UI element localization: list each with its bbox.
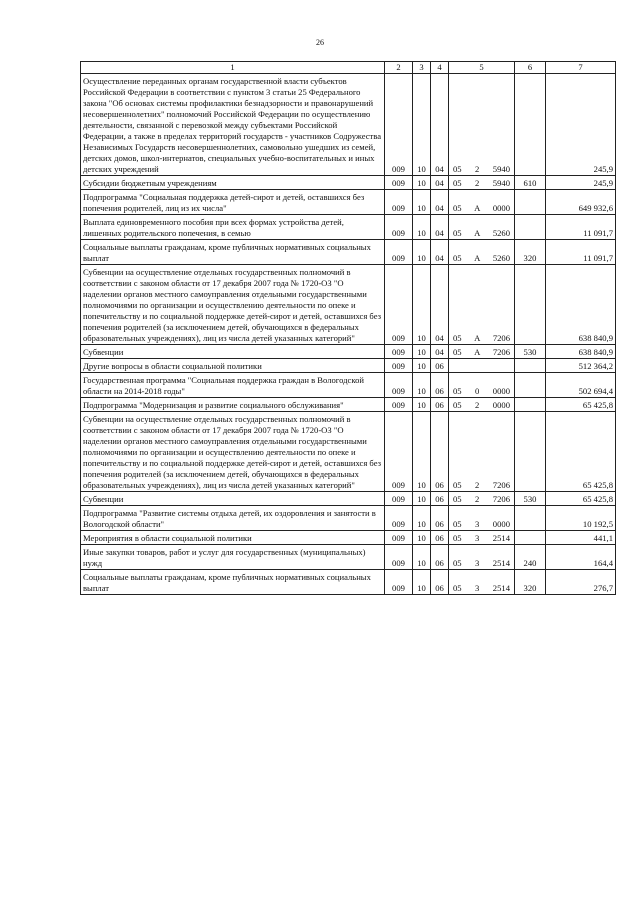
target-article-part: 7206	[492, 494, 510, 504]
ministry-code: 009	[385, 570, 413, 595]
expense-type-code	[515, 398, 546, 412]
table-row	[81, 190, 616, 215]
expense-type-code	[515, 190, 546, 215]
target-article-code	[449, 570, 515, 595]
table-row	[81, 345, 616, 359]
row-description-text: Субвенции на осуществление отдельных государственных полномочий в соответствии с законом области от 17 декабря 2007 года № 1720-ОЗ "О наделении органов местного самоуправления отдельными государственными полномочиями по организации и осуществлению деятельности по опеке и попечительству и по социальной поддержке детей-сирот и детей, оставшихся без попечения родителей (за исключением детей, обучающихся в федеральных образовательных учреждениях), лиц из числа детей указанных категорий"	[83, 414, 382, 490]
expense-type-code	[515, 373, 546, 398]
target-article-part: 05	[453, 333, 462, 343]
expense-type-code: 530	[515, 345, 546, 359]
target-article-code	[449, 176, 515, 190]
expense-type-code	[515, 265, 546, 345]
row-description-text: Выплата единовременного пособия при всех формах устройства детей, лишенных родительского попечения, в семью	[83, 217, 344, 238]
expense-type-code: 530	[515, 492, 546, 506]
row-description-text: Подпрограмма "Развитие системы отдыха детей, их оздоровления и занятости в Вологодской области"	[83, 508, 376, 529]
target-article-part: А	[474, 333, 481, 343]
target-article-part: 05	[453, 533, 462, 543]
row-description	[81, 398, 385, 412]
subsection-code: 04	[431, 240, 449, 265]
target-article-part: 2	[475, 178, 480, 188]
table-row	[81, 74, 616, 176]
header-cell: 3	[413, 62, 431, 74]
target-article-part: 7206	[492, 480, 510, 490]
table-row	[81, 398, 616, 412]
target-article-part: 2514	[492, 533, 510, 543]
amount-value: 164,4	[546, 545, 616, 570]
target-article-part: 3	[475, 533, 480, 543]
target-article-part: А	[474, 253, 481, 263]
target-article-part: А	[474, 228, 481, 238]
target-article-part: 3	[475, 558, 480, 568]
expense-type-code	[515, 74, 546, 176]
row-description-text: Социальные выплаты гражданам, кроме публичных нормативных социальных выплат	[83, 572, 371, 593]
expense-type-code	[515, 359, 546, 373]
expense-type-code	[515, 412, 546, 492]
budget-table	[80, 61, 616, 595]
amount-value: 65 425,8	[546, 398, 616, 412]
row-description	[81, 190, 385, 215]
row-description	[81, 545, 385, 570]
header-cell: 7	[546, 62, 616, 74]
expense-type-code	[515, 506, 546, 531]
table-row	[81, 506, 616, 531]
target-article-part: 05	[453, 253, 462, 263]
target-article-part: 05	[453, 164, 462, 174]
target-article-part: 05	[453, 480, 462, 490]
row-description	[81, 215, 385, 240]
subsection-code: 06	[431, 373, 449, 398]
expense-type-code	[515, 215, 546, 240]
target-article-part: 2	[475, 480, 480, 490]
target-article-part: 05	[453, 347, 462, 357]
target-article-code	[449, 215, 515, 240]
section-code: 10	[413, 531, 431, 545]
target-article-part: 0	[475, 386, 480, 396]
subsection-code: 06	[431, 412, 449, 492]
section-code: 10	[413, 570, 431, 595]
amount-value: 502 694,4	[546, 373, 616, 398]
subsection-code: 06	[431, 492, 449, 506]
table-row	[81, 531, 616, 545]
ministry-code: 009	[385, 359, 413, 373]
amount-value: 11 091,7	[546, 215, 616, 240]
row-description	[81, 412, 385, 492]
table-row	[81, 359, 616, 373]
target-article-part: 0000	[492, 203, 510, 213]
section-code: 10	[413, 545, 431, 570]
subsection-code: 04	[431, 74, 449, 176]
amount-value: 649 932,6	[546, 190, 616, 215]
header-cell: 2	[385, 62, 413, 74]
row-description-text: Подпрограмма "Социальная поддержка детей-сирот и детей, оставшихся без попечения родителей, лиц из их числа"	[83, 192, 365, 213]
row-description	[81, 345, 385, 359]
target-article-part: 05	[453, 558, 462, 568]
subsection-code: 04	[431, 265, 449, 345]
amount-value: 441,1	[546, 531, 616, 545]
header-cell: 5	[449, 62, 515, 74]
table-row	[81, 570, 616, 595]
table-row	[81, 373, 616, 398]
target-article-part: А	[474, 347, 481, 357]
target-article-code	[449, 506, 515, 531]
ministry-code: 009	[385, 240, 413, 265]
ministry-code: 009	[385, 398, 413, 412]
target-article-code	[449, 74, 515, 176]
row-description	[81, 176, 385, 190]
row-description-text: Государственная программа "Социальная поддержка граждан в Вологодской области на 2014-2018 годы"	[83, 375, 364, 396]
subsection-code: 06	[431, 506, 449, 531]
table-header-row	[81, 62, 616, 74]
target-article-code	[449, 345, 515, 359]
row-description-text: Подпрограмма "Модернизация и развитие социального обслуживания"	[83, 400, 344, 410]
subsection-code: 04	[431, 176, 449, 190]
target-article-part: 3	[475, 519, 480, 529]
section-code: 10	[413, 190, 431, 215]
target-article-code	[449, 492, 515, 506]
section-code: 10	[413, 176, 431, 190]
amount-value: 638 840,9	[546, 265, 616, 345]
target-article-code	[449, 265, 515, 345]
section-code: 10	[413, 215, 431, 240]
row-description	[81, 74, 385, 176]
ministry-code: 009	[385, 345, 413, 359]
amount-value: 276,7	[546, 570, 616, 595]
table-row	[81, 240, 616, 265]
amount-value: 65 425,8	[546, 492, 616, 506]
row-description	[81, 506, 385, 531]
row-description	[81, 240, 385, 265]
target-article-part: 05	[453, 494, 462, 504]
target-article-part: 0000	[492, 519, 510, 529]
target-article-part: 5260	[492, 253, 510, 263]
target-article-part: 7206	[492, 347, 510, 357]
target-article-part: 0000	[492, 386, 510, 396]
target-article-code	[449, 190, 515, 215]
target-article-code	[449, 398, 515, 412]
target-article-part: 05	[453, 583, 462, 593]
subsection-code: 04	[431, 345, 449, 359]
target-article-part: 5260	[492, 228, 510, 238]
target-article-part: 05	[453, 203, 462, 213]
ministry-code: 009	[385, 190, 413, 215]
ministry-code: 009	[385, 176, 413, 190]
ministry-code: 009	[385, 412, 413, 492]
target-article-code	[449, 545, 515, 570]
table-row	[81, 215, 616, 240]
target-article-part: 2	[475, 400, 480, 410]
section-code: 10	[413, 373, 431, 398]
target-article-part: 05	[453, 228, 462, 238]
target-article-code	[449, 359, 515, 373]
row-description-text: Социальные выплаты гражданам, кроме публичных нормативных социальных выплат	[83, 242, 371, 263]
target-article-part: 05	[453, 386, 462, 396]
expense-type-code: 320	[515, 570, 546, 595]
target-article-part: 2	[475, 164, 480, 174]
table-row	[81, 412, 616, 492]
row-description-text: Субвенции	[83, 494, 124, 504]
target-article-part: 2	[475, 494, 480, 504]
ministry-code: 009	[385, 265, 413, 345]
section-code: 10	[413, 398, 431, 412]
table-row	[81, 265, 616, 345]
section-code: 10	[413, 265, 431, 345]
target-article-part: 2514	[492, 558, 510, 568]
amount-value: 10 192,5	[546, 506, 616, 531]
ministry-code: 009	[385, 492, 413, 506]
row-description-text: Субвенции на осуществление отдельных государственных полномочий в соответствии с законом области от 17 декабря 2007 года № 1720-ОЗ "О наделении органов местного самоуправления отдельными государственными полномочиями по организации и осуществлению деятельности по опеке и попечительству и по социальной поддержке детей-сирот и детей, оставшихся без попечения родителей (за исключением детей, обучающихся в федеральных образовательных учреждениях), лиц из числа детей указанных категорий"	[83, 267, 382, 343]
expense-type-code	[515, 531, 546, 545]
target-article-code	[449, 373, 515, 398]
ministry-code: 009	[385, 506, 413, 531]
amount-value: 245,9	[546, 74, 616, 176]
row-description	[81, 359, 385, 373]
expense-type-code: 240	[515, 545, 546, 570]
header-cell: 4	[431, 62, 449, 74]
row-description-text: Осуществление переданных органам государственной власти субъектов Российской Федерации в соответствии с пунктом 3 статьи 25 Федерального закона "Об основах системы профилактики безнадзорности и правонарушений несовершеннолетних" полномочий Российской Федерации по осуществлению деятельности, связанной с перевозкой между субъектами Российской Федерации, а также в пределах территорий государств - участников Содружества Независимых Государств несовершеннолетних, самовольно ушедших из семей, детских домов, школ-интернатов, специальных учебно-воспитательных и иных детских учреждений	[83, 76, 382, 174]
target-article-part: 0000	[492, 400, 510, 410]
header-cell: 1	[81, 62, 385, 74]
section-code: 10	[413, 345, 431, 359]
row-description	[81, 373, 385, 398]
row-description-text: Иные закупки товаров, работ и услуг для государственных (муниципальных) нужд	[83, 547, 366, 568]
expense-type-code: 320	[515, 240, 546, 265]
amount-value: 512 364,2	[546, 359, 616, 373]
target-article-part: 05	[453, 519, 462, 529]
section-code: 10	[413, 240, 431, 265]
subsection-code: 06	[431, 531, 449, 545]
target-article-part: 05	[453, 178, 462, 188]
row-description-text: Субсидии бюджетным учреждениям	[83, 178, 217, 188]
row-description-text: Мероприятия в области социальной политики	[83, 533, 252, 543]
page-number: 26	[316, 38, 324, 47]
amount-value: 11 091,7	[546, 240, 616, 265]
section-code: 10	[413, 359, 431, 373]
subsection-code: 04	[431, 190, 449, 215]
subsection-code: 06	[431, 398, 449, 412]
row-description-text: Субвенции	[83, 347, 124, 357]
ministry-code: 009	[385, 74, 413, 176]
target-article-part: 2514	[492, 583, 510, 593]
subsection-code: 06	[431, 359, 449, 373]
table-row	[81, 492, 616, 506]
subsection-code: 04	[431, 215, 449, 240]
target-article-part: А	[474, 203, 481, 213]
section-code: 10	[413, 412, 431, 492]
ministry-code: 009	[385, 531, 413, 545]
section-code: 10	[413, 506, 431, 531]
row-description-text: Другие вопросы в области социальной политики	[83, 361, 262, 371]
header-cell: 6	[515, 62, 546, 74]
target-article-part: 5940	[492, 178, 510, 188]
ministry-code: 009	[385, 215, 413, 240]
amount-value: 638 840,9	[546, 345, 616, 359]
subsection-code: 06	[431, 545, 449, 570]
target-article-code	[449, 412, 515, 492]
target-article-part: 05	[453, 400, 462, 410]
amount-value: 65 425,8	[546, 412, 616, 492]
amount-value: 245,9	[546, 176, 616, 190]
target-article-part: 5940	[492, 164, 510, 174]
target-article-code	[449, 531, 515, 545]
subsection-code: 06	[431, 570, 449, 595]
target-article-part: 3	[475, 583, 480, 593]
target-article-part: 7206	[492, 333, 510, 343]
target-article-code	[449, 240, 515, 265]
ministry-code: 009	[385, 373, 413, 398]
section-code: 10	[413, 492, 431, 506]
row-description	[81, 492, 385, 506]
table-row	[81, 545, 616, 570]
row-description	[81, 531, 385, 545]
ministry-code: 009	[385, 545, 413, 570]
section-code: 10	[413, 74, 431, 176]
table-row	[81, 176, 616, 190]
expense-type-code: 610	[515, 176, 546, 190]
row-description	[81, 570, 385, 595]
row-description	[81, 265, 385, 345]
